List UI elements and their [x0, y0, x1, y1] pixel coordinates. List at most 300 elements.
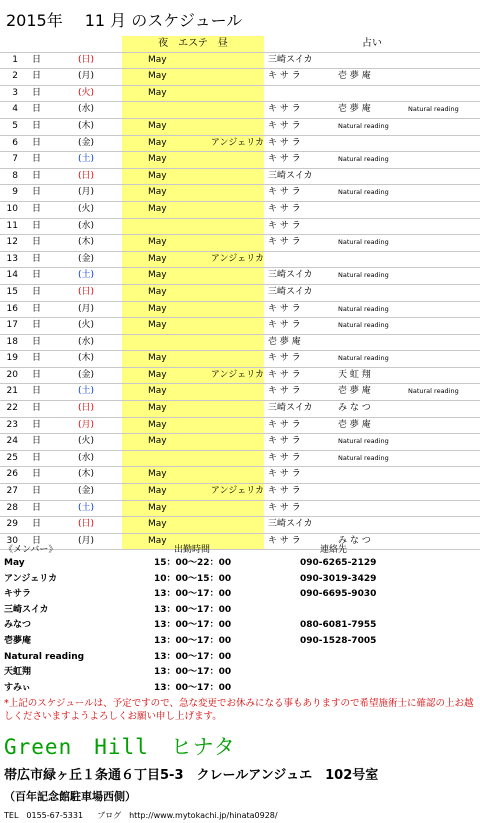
weekday: (土): [78, 152, 122, 169]
day-suffix: 日: [28, 284, 78, 301]
uranai-reader-2: [334, 85, 404, 102]
day-number: 17: [0, 318, 28, 335]
uranai-reader-2: Natural reading: [334, 118, 404, 135]
schedule-row: [0, 500, 480, 517]
day-suffix: 日: [28, 301, 78, 318]
esthe-daytime: [194, 434, 264, 451]
uranai-reader-3: [404, 484, 480, 501]
day-number: 11: [0, 218, 28, 235]
member-name: キサラ: [4, 589, 32, 600]
member-name: 壱夢庵: [4, 635, 32, 646]
title-month: 11 月 のスケジュール: [84, 11, 243, 30]
uranai-reader-3: [404, 218, 480, 235]
esthe-daytime: [194, 268, 264, 285]
uranai-reader-2: Natural reading: [334, 434, 404, 451]
weekday: (金): [78, 484, 122, 501]
esthe-evening: May: [122, 500, 194, 517]
uranai-reader-1: キ サ ラ: [264, 135, 334, 152]
uranai-reader-1: キ サ ラ: [264, 384, 334, 401]
weekday: (日): [78, 52, 122, 69]
day-suffix: 日: [28, 467, 78, 484]
day-suffix: 日: [28, 152, 78, 169]
day-number: 1: [0, 52, 28, 69]
day-number: 13: [0, 251, 28, 268]
schedule-row: [0, 301, 480, 318]
weekday: (月): [78, 185, 122, 202]
day-suffix: 日: [28, 334, 78, 351]
weekday: (日): [78, 517, 122, 534]
day-number: 21: [0, 384, 28, 401]
uranai-reader-3: [404, 450, 480, 467]
schedule-row: [0, 102, 480, 119]
esthe-evening: May: [122, 152, 194, 169]
uranai-reader-2: [334, 135, 404, 152]
member-header: 《メンバー》: [4, 545, 58, 555]
esthe-daytime: [194, 168, 264, 185]
uranai-reader-3: [404, 135, 480, 152]
schedule-row: [0, 334, 480, 351]
weekday: (水): [78, 102, 122, 119]
weekday: (日): [78, 401, 122, 418]
uranai-reader-3: [404, 334, 480, 351]
day-number: 6: [0, 135, 28, 152]
member-time: 13：00～17：00: [154, 635, 232, 646]
esthe-evening: May: [122, 417, 194, 434]
uranai-reader-1: キ サ ラ: [264, 185, 334, 202]
day-number: 16: [0, 301, 28, 318]
day-number: 23: [0, 417, 28, 434]
day-number: 25: [0, 450, 28, 467]
member-time: 13：00～17：00: [154, 667, 232, 678]
member-name: 天虹翔: [4, 667, 32, 678]
member-row: [4, 665, 474, 681]
member-tel: 090-1528-7005: [300, 635, 377, 646]
member-list: [4, 556, 474, 696]
day-suffix: 日: [28, 218, 78, 235]
uranai-reader-2: Natural reading: [334, 351, 404, 368]
uranai-reader-3: [404, 268, 480, 285]
uranai-reader-2: [334, 218, 404, 235]
uranai-reader-2: [334, 517, 404, 534]
weekday: (日): [78, 284, 122, 301]
day-suffix: 日: [28, 384, 78, 401]
day-suffix: 日: [28, 401, 78, 418]
esthe-evening: May: [122, 52, 194, 69]
esthe-daytime: アンジェリカ: [194, 367, 264, 384]
day-suffix: 日: [28, 118, 78, 135]
esthe-header: 夜 エステ 昼: [122, 36, 264, 52]
title-year: 2015年: [6, 11, 63, 30]
brand-name: Green Hill ヒナタ: [4, 735, 236, 759]
uranai-reader-1: キ サ ラ: [264, 417, 334, 434]
weekday: (金): [78, 367, 122, 384]
uranai-reader-1: キ サ ラ: [264, 69, 334, 86]
day-number: 27: [0, 484, 28, 501]
table-header-row: [0, 36, 480, 52]
esthe-daytime: [194, 384, 264, 401]
esthe-evening: May: [122, 517, 194, 534]
member-time: 15：00～22：00: [154, 558, 232, 568]
esthe-daytime: [194, 185, 264, 202]
day-number: 5: [0, 118, 28, 135]
uranai-reader-2: Natural reading: [334, 152, 404, 169]
day-number: 4: [0, 102, 28, 119]
esthe-daytime: [194, 69, 264, 86]
esthe-evening: May: [122, 284, 194, 301]
day-number: 30: [0, 533, 28, 550]
day-number: 10: [0, 201, 28, 218]
esthe-daytime: [194, 401, 264, 418]
uranai-reader-3: [404, 467, 480, 484]
day-suffix: 日: [28, 434, 78, 451]
day-suffix: 日: [28, 52, 78, 69]
esthe-evening: May: [122, 85, 194, 102]
footer: [4, 810, 292, 821]
schedule-note: *上記のスケジュールは、予定ですので、急な変更でお休みになる事もありますので希望施術士に確認の上お越しくださいますようよろしくお願い申し上げます。: [4, 698, 474, 722]
esthe-evening: May: [122, 367, 194, 384]
uranai-reader-2: 壱 夢 庵: [334, 69, 404, 86]
uranai-reader-3: [404, 434, 480, 451]
day-number: 2: [0, 69, 28, 86]
day-number: 24: [0, 434, 28, 451]
uranai-reader-2: み な つ: [334, 401, 404, 418]
esthe-daytime: [194, 118, 264, 135]
esthe-daytime: [194, 52, 264, 69]
weekday: (木): [78, 235, 122, 252]
member-time: 10：00～15：00: [154, 573, 232, 584]
esthe-daytime: [194, 201, 264, 218]
esthe-daytime: アンジェリカ: [194, 251, 264, 268]
schedule-row: [0, 251, 480, 268]
day-suffix: 日: [28, 351, 78, 368]
day-number: 19: [0, 351, 28, 368]
day-number: 7: [0, 152, 28, 169]
uranai-reader-1: キ サ ラ: [264, 450, 334, 467]
schedule-row: [0, 185, 480, 202]
uranai-reader-3: [404, 69, 480, 86]
member-name: すみぃ: [4, 682, 31, 693]
day-number: 14: [0, 268, 28, 285]
esthe-daytime: アンジェリカ: [194, 135, 264, 152]
weekday: (土): [78, 500, 122, 517]
esthe-evening: May: [122, 384, 194, 401]
esthe-evening: May: [122, 401, 194, 418]
uranai-reader-1: キ サ ラ: [264, 201, 334, 218]
esthe-evening: [122, 218, 194, 235]
uranai-reader-2: [334, 168, 404, 185]
uranai-reader-1: キ サ ラ: [264, 218, 334, 235]
uranai-reader-3: [404, 301, 480, 318]
uranai-reader-2: Natural reading: [334, 268, 404, 285]
uranai-reader-2: Natural reading: [334, 450, 404, 467]
uranai-reader-3: [404, 517, 480, 534]
schedule-row: [0, 201, 480, 218]
esthe-daytime: [194, 500, 264, 517]
time-header: 出勤時間: [174, 545, 211, 555]
esthe-daytime: [194, 318, 264, 335]
member-time: 13：00～17：00: [154, 604, 232, 615]
weekday: (日): [78, 168, 122, 185]
day-suffix: 日: [28, 135, 78, 152]
member-row: [4, 603, 474, 619]
uranai-reader-1: 壱 夢 庵: [264, 334, 334, 351]
day-number: 8: [0, 168, 28, 185]
schedule-row: [0, 284, 480, 301]
schedule-row: [0, 218, 480, 235]
uranai-reader-2: [334, 251, 404, 268]
schedule-row: [0, 367, 480, 384]
member-name: アンジェリカ: [4, 573, 58, 584]
schedule-row: [0, 318, 480, 335]
uranai-reader-1: キ サ ラ: [264, 118, 334, 135]
weekday: (水): [78, 334, 122, 351]
day-number: 20: [0, 367, 28, 384]
weekday: (木): [78, 467, 122, 484]
weekday: (月): [78, 417, 122, 434]
day-suffix: 日: [28, 450, 78, 467]
uranai-reader-3: [404, 367, 480, 384]
schedule-row: [0, 118, 480, 135]
member-tel: 090-6695-9030: [300, 589, 377, 600]
esthe-daytime: [194, 85, 264, 102]
esthe-evening: May: [122, 268, 194, 285]
uranai-reader-1: 三崎スイカ: [264, 168, 334, 185]
day-number: 9: [0, 185, 28, 202]
day-suffix: 日: [28, 417, 78, 434]
esthe-evening: May: [122, 484, 194, 501]
day-number: 29: [0, 517, 28, 534]
schedule-row: [0, 152, 480, 169]
member-tel: 080-6081-7955: [300, 620, 377, 631]
esthe-daytime: [194, 351, 264, 368]
schedule-table: [0, 36, 480, 550]
day-number: 28: [0, 500, 28, 517]
esthe-evening: May: [122, 318, 194, 335]
esthe-daytime: [194, 334, 264, 351]
schedule-row: [0, 235, 480, 252]
uranai-reader-2: [334, 484, 404, 501]
esthe-evening: May: [122, 434, 194, 451]
day-suffix: 日: [28, 517, 78, 534]
weekday: (木): [78, 118, 122, 135]
weekday: (水): [78, 450, 122, 467]
schedule-row: [0, 401, 480, 418]
esthe-daytime: [194, 517, 264, 534]
day-suffix: 日: [28, 201, 78, 218]
day-number: 22: [0, 401, 28, 418]
uranai-reader-2: [334, 334, 404, 351]
uranai-reader-3: [404, 185, 480, 202]
esthe-daytime: [194, 218, 264, 235]
member-row: [4, 650, 474, 666]
esthe-daytime: [194, 417, 264, 434]
esthe-daytime: [194, 301, 264, 318]
member-name: Natural reading: [4, 651, 85, 662]
day-number: 12: [0, 235, 28, 252]
schedule-row: [0, 351, 480, 368]
esthe-evening: May: [122, 351, 194, 368]
esthe-daytime: アンジェリカ: [194, 484, 264, 501]
member-row: [4, 572, 474, 588]
schedule-row: [0, 467, 480, 484]
uranai-reader-3: [404, 318, 480, 335]
day-number: 3: [0, 85, 28, 102]
uranai-reader-1: キ サ ラ: [264, 235, 334, 252]
member-row: [4, 587, 474, 603]
member-time: 13：00～17：00: [154, 620, 232, 631]
esthe-evening: May: [122, 201, 194, 218]
schedule-row: [0, 85, 480, 102]
uranai-reader-3: [404, 284, 480, 301]
uranai-reader-2: [334, 284, 404, 301]
esthe-evening: May: [122, 301, 194, 318]
schedule-row: [0, 450, 480, 467]
weekday: (火): [78, 201, 122, 218]
uranai-reader-2: み な つ: [334, 533, 404, 550]
uranai-reader-1: 三崎スイカ: [264, 284, 334, 301]
uranai-reader-2: [334, 201, 404, 218]
schedule-row: [0, 135, 480, 152]
esthe-evening: May: [122, 533, 194, 550]
uranai-reader-1: 三崎スイカ: [264, 517, 334, 534]
member-name: May: [4, 558, 25, 568]
schedule-row: [0, 384, 480, 401]
day-suffix: 日: [28, 318, 78, 335]
uranai-reader-3: [404, 52, 480, 69]
day-suffix: 日: [28, 85, 78, 102]
uranai-reader-2: [334, 500, 404, 517]
uranai-reader-2: 壱 夢 庵: [334, 102, 404, 119]
esthe-evening: May: [122, 251, 194, 268]
day-suffix: 日: [28, 69, 78, 86]
uranai-reader-1: キ サ ラ: [264, 434, 334, 451]
uranai-reader-3: [404, 235, 480, 252]
esthe-daytime: [194, 235, 264, 252]
uranai-reader-1: 三崎スイカ: [264, 401, 334, 418]
day-suffix: 日: [28, 168, 78, 185]
member-row: [4, 634, 474, 650]
day-suffix: 日: [28, 500, 78, 517]
weekday: (金): [78, 251, 122, 268]
weekday: (土): [78, 384, 122, 401]
uranai-reader-2: 壱 夢 庵: [334, 384, 404, 401]
uranai-reader-1: キ サ ラ: [264, 484, 334, 501]
schedule-row: [0, 268, 480, 285]
uranai-reader-3: Natural reading: [404, 384, 480, 401]
esthe-daytime: [194, 467, 264, 484]
schedule-row: [0, 168, 480, 185]
esthe-evening: May: [122, 69, 194, 86]
uranai-reader-3: [404, 85, 480, 102]
esthe-evening: [122, 450, 194, 467]
member-row: [4, 681, 474, 697]
esthe-evening: May: [122, 168, 194, 185]
schedule-row: [0, 69, 480, 86]
day-suffix: 日: [28, 235, 78, 252]
member-row: [4, 618, 474, 634]
weekday: (木): [78, 351, 122, 368]
member-time: 13：00～17：00: [154, 682, 232, 693]
uranai-reader-1: キ サ ラ: [264, 152, 334, 169]
uranai-reader-3: Natural reading: [404, 102, 480, 119]
uranai-reader-3: [404, 152, 480, 169]
uranai-reader-3: [404, 118, 480, 135]
weekday: (月): [78, 533, 122, 550]
page-title: [6, 8, 264, 31]
uranai-reader-1: [264, 85, 334, 102]
member-name: 三崎スイカ: [4, 604, 49, 615]
uranai-reader-2: Natural reading: [334, 301, 404, 318]
esthe-evening: May: [122, 185, 194, 202]
uranai-reader-1: キ サ ラ: [264, 301, 334, 318]
day-suffix: 日: [28, 533, 78, 550]
uranai-reader-1: キ サ ラ: [264, 318, 334, 335]
member-header-row: [4, 542, 474, 556]
uranai-reader-1: キ サ ラ: [264, 367, 334, 384]
member-section: [4, 542, 474, 696]
day-suffix: 日: [28, 102, 78, 119]
uranai-reader-3: [404, 500, 480, 517]
address: 帯広市緑ヶ丘１条通６丁目5-3 クレールアンジュエ 102号室: [4, 768, 379, 783]
uranai-reader-1: 三崎スイカ: [264, 52, 334, 69]
uranai-reader-3: [404, 351, 480, 368]
weekday: (火): [78, 434, 122, 451]
uranai-reader-1: キ サ ラ: [264, 500, 334, 517]
uranai-reader-2: Natural reading: [334, 318, 404, 335]
esthe-daytime: [194, 284, 264, 301]
esthe-daytime: [194, 102, 264, 119]
esthe-daytime: [194, 450, 264, 467]
uranai-header: 占い: [362, 38, 383, 49]
schedule-row: [0, 434, 480, 451]
esthe-daytime: [194, 152, 264, 169]
member-tel: 090-6265-2129: [300, 558, 377, 568]
uranai-reader-2: Natural reading: [334, 235, 404, 252]
uranai-reader-2: [334, 467, 404, 484]
weekday: (水): [78, 218, 122, 235]
schedule-row: [0, 52, 480, 69]
day-number: 26: [0, 467, 28, 484]
weekday: (月): [78, 301, 122, 318]
uranai-reader-1: [264, 251, 334, 268]
uranai-reader-2: Natural reading: [334, 185, 404, 202]
weekday: (月): [78, 69, 122, 86]
esthe-evening: May: [122, 135, 194, 152]
esthe-evening: May: [122, 235, 194, 252]
schedule-row: [0, 417, 480, 434]
weekday: (金): [78, 135, 122, 152]
weekday: (火): [78, 85, 122, 102]
footer-blog-link[interactable]: ブログ http://www.mytokachi.jp/hinata0928/: [97, 811, 278, 820]
uranai-reader-1: キ サ ラ: [264, 467, 334, 484]
uranai-reader-1: キ サ ラ: [264, 102, 334, 119]
day-suffix: 日: [28, 185, 78, 202]
uranai-reader-3: [404, 251, 480, 268]
esthe-evening: May: [122, 118, 194, 135]
uranai-reader-1: キ サ ラ: [264, 533, 334, 550]
weekday: (火): [78, 318, 122, 335]
uranai-reader-2: 壱 夢 庵: [334, 417, 404, 434]
weekday: (土): [78, 268, 122, 285]
uranai-reader-1: 三崎スイカ: [264, 268, 334, 285]
uranai-reader-3: [404, 401, 480, 418]
day-suffix: 日: [28, 367, 78, 384]
day-suffix: 日: [28, 484, 78, 501]
member-tel: 090-3019-3429: [300, 573, 377, 584]
schedule-row: [0, 517, 480, 534]
member-row: [4, 556, 474, 572]
day-number: 15: [0, 284, 28, 301]
